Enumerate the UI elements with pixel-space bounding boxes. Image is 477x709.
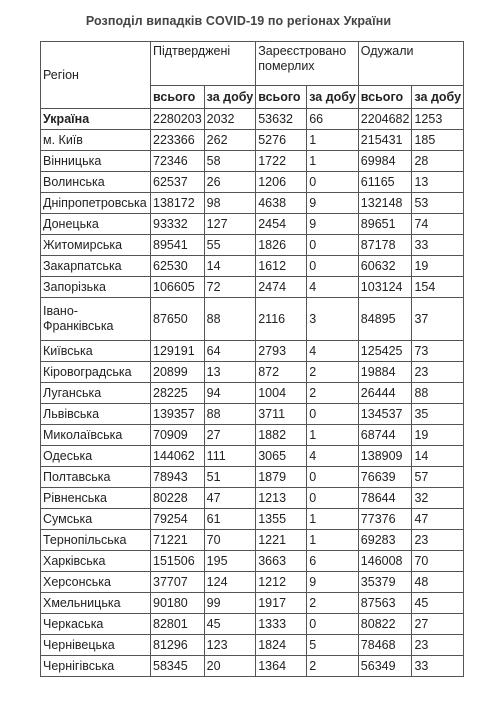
confirmed-daily-cell: 51 [204, 467, 256, 488]
region-cell: Київська [41, 341, 151, 362]
table-row [41, 614, 464, 635]
table-row [41, 298, 464, 341]
table-row [41, 425, 464, 446]
covid-regions-table [40, 41, 464, 677]
header-confirmed-daily: за добу [204, 86, 256, 109]
recovered-daily-cell: 32 [412, 488, 464, 509]
confirmed-total-cell: 62530 [151, 256, 205, 277]
table-row [41, 572, 464, 593]
confirmed-total-cell: 37707 [151, 572, 205, 593]
recovered-total-cell: 80822 [358, 614, 412, 635]
confirmed-daily-cell: 55 [204, 235, 256, 256]
confirmed-daily-cell: 27 [204, 425, 256, 446]
region-cell: Івано-Франківська [41, 298, 151, 341]
table-row [41, 341, 464, 362]
recovered-total-cell: 215431 [358, 130, 412, 151]
deaths-total-cell: 872 [256, 362, 307, 383]
deaths-total-cell: 1826 [256, 235, 307, 256]
confirmed-daily-cell: 124 [204, 572, 256, 593]
deaths-total-cell: 1221 [256, 530, 307, 551]
deaths-daily-cell: 5 [307, 635, 359, 656]
recovered-daily-cell: 57 [412, 467, 464, 488]
deaths-total-cell: 1879 [256, 467, 307, 488]
confirmed-total-cell: 62537 [151, 172, 205, 193]
region-cell: Волинська [41, 172, 151, 193]
recovered-daily-cell: 19 [412, 425, 464, 446]
region-cell: Тернопільська [41, 530, 151, 551]
confirmed-daily-cell: 127 [204, 214, 256, 235]
confirmed-daily-cell: 99 [204, 593, 256, 614]
region-cell: Україна [41, 109, 151, 130]
confirmed-daily-cell: 61 [204, 509, 256, 530]
recovered-total-cell: 78644 [358, 488, 412, 509]
confirmed-total-cell: 2280203 [151, 109, 205, 130]
recovered-total-cell: 61165 [358, 172, 412, 193]
table-row [41, 172, 464, 193]
deaths-total-cell: 1206 [256, 172, 307, 193]
region-cell: Луганська [41, 383, 151, 404]
recovered-total-cell: 76639 [358, 467, 412, 488]
confirmed-total-cell: 151506 [151, 551, 205, 572]
confirmed-total-cell: 144062 [151, 446, 205, 467]
deaths-daily-cell: 9 [307, 214, 359, 235]
table-row [41, 130, 464, 151]
confirmed-daily-cell: 14 [204, 256, 256, 277]
deaths-daily-cell: 66 [307, 109, 359, 130]
recovered-daily-cell: 185 [412, 130, 464, 151]
page-title: Розподіл випадків COVID-19 по регіонах України [85, 14, 392, 28]
confirmed-total-cell: 72346 [151, 151, 205, 172]
confirmed-total-cell: 20899 [151, 362, 205, 383]
confirmed-total-cell: 90180 [151, 593, 205, 614]
table-row [41, 362, 464, 383]
deaths-daily-cell: 9 [307, 193, 359, 214]
deaths-daily-cell: 0 [307, 404, 359, 425]
deaths-daily-cell: 0 [307, 256, 359, 277]
confirmed-daily-cell: 58 [204, 151, 256, 172]
recovered-total-cell: 69984 [358, 151, 412, 172]
deaths-total-cell: 1333 [256, 614, 307, 635]
header-recovered-daily: за добу [412, 86, 464, 109]
confirmed-total-cell: 106605 [151, 277, 205, 298]
deaths-total-cell: 1004 [256, 383, 307, 404]
deaths-total-cell: 1722 [256, 151, 307, 172]
deaths-daily-cell: 2 [307, 362, 359, 383]
recovered-daily-cell: 1253 [412, 109, 464, 130]
deaths-daily-cell: 1 [307, 425, 359, 446]
region-cell: Донецька [41, 214, 151, 235]
confirmed-total-cell: 139357 [151, 404, 205, 425]
region-cell: Миколаївська [41, 425, 151, 446]
deaths-daily-cell: 0 [307, 172, 359, 193]
region-cell: Житомирська [41, 235, 151, 256]
header-region: Регіон [41, 42, 151, 109]
table-row [41, 551, 464, 572]
confirmed-daily-cell: 47 [204, 488, 256, 509]
deaths-daily-cell: 0 [307, 467, 359, 488]
recovered-daily-cell: 23 [412, 530, 464, 551]
recovered-total-cell: 69283 [358, 530, 412, 551]
confirmed-daily-cell: 123 [204, 635, 256, 656]
confirmed-daily-cell: 111 [204, 446, 256, 467]
region-cell: Харківська [41, 551, 151, 572]
deaths-total-cell: 2793 [256, 341, 307, 362]
region-cell: Чернігівська [41, 656, 151, 677]
region-cell: Херсонська [41, 572, 151, 593]
region-cell: Черкаська [41, 614, 151, 635]
deaths-total-cell: 53632 [256, 109, 307, 130]
recovered-total-cell: 89651 [358, 214, 412, 235]
confirmed-daily-cell: 94 [204, 383, 256, 404]
deaths-total-cell: 1355 [256, 509, 307, 530]
deaths-daily-cell: 1 [307, 530, 359, 551]
recovered-daily-cell: 14 [412, 446, 464, 467]
recovered-daily-cell: 33 [412, 235, 464, 256]
table-row [41, 404, 464, 425]
recovered-daily-cell: 47 [412, 509, 464, 530]
table-row [41, 509, 464, 530]
recovered-total-cell: 103124 [358, 277, 412, 298]
recovered-total-cell: 146008 [358, 551, 412, 572]
deaths-total-cell: 2454 [256, 214, 307, 235]
header-row-groups [41, 42, 464, 86]
header-recovered: Одужали [358, 42, 463, 86]
confirmed-total-cell: 70909 [151, 425, 205, 446]
confirmed-daily-cell: 262 [204, 130, 256, 151]
deaths-total-cell: 3663 [256, 551, 307, 572]
deaths-total-cell: 3711 [256, 404, 307, 425]
deaths-total-cell: 1917 [256, 593, 307, 614]
recovered-total-cell: 19884 [358, 362, 412, 383]
deaths-daily-cell: 9 [307, 572, 359, 593]
recovered-total-cell: 68744 [358, 425, 412, 446]
recovered-daily-cell: 88 [412, 383, 464, 404]
recovered-daily-cell: 28 [412, 151, 464, 172]
deaths-total-cell: 1612 [256, 256, 307, 277]
confirmed-total-cell: 79254 [151, 509, 205, 530]
confirmed-total-cell: 58345 [151, 656, 205, 677]
recovered-daily-cell: 73 [412, 341, 464, 362]
table-row [41, 151, 464, 172]
confirmed-total-cell: 80228 [151, 488, 205, 509]
deaths-total-cell: 1824 [256, 635, 307, 656]
confirmed-daily-cell: 88 [204, 298, 256, 341]
confirmed-total-cell: 71221 [151, 530, 205, 551]
recovered-daily-cell: 74 [412, 214, 464, 235]
deaths-daily-cell: 2 [307, 656, 359, 677]
recovered-daily-cell: 13 [412, 172, 464, 193]
table-row [41, 256, 464, 277]
confirmed-daily-cell: 98 [204, 193, 256, 214]
recovered-daily-cell: 53 [412, 193, 464, 214]
deaths-daily-cell: 2 [307, 383, 359, 404]
deaths-daily-cell: 4 [307, 446, 359, 467]
region-cell: Одеська [41, 446, 151, 467]
region-cell: Сумська [41, 509, 151, 530]
deaths-daily-cell: 1 [307, 509, 359, 530]
header-recovered-total: всього [358, 86, 412, 109]
table-row [41, 488, 464, 509]
deaths-total-cell: 2474 [256, 277, 307, 298]
recovered-daily-cell: 70 [412, 551, 464, 572]
region-cell: Хмельницька [41, 593, 151, 614]
confirmed-total-cell: 138172 [151, 193, 205, 214]
confirmed-daily-cell: 72 [204, 277, 256, 298]
deaths-total-cell: 4638 [256, 193, 307, 214]
recovered-total-cell: 132148 [358, 193, 412, 214]
table-row [41, 593, 464, 614]
recovered-total-cell: 78468 [358, 635, 412, 656]
confirmed-total-cell: 81296 [151, 635, 205, 656]
region-cell: Львівська [41, 404, 151, 425]
recovered-daily-cell: 27 [412, 614, 464, 635]
deaths-daily-cell: 4 [307, 341, 359, 362]
table-row [41, 656, 464, 677]
recovered-total-cell: 77376 [358, 509, 412, 530]
deaths-total-cell: 3065 [256, 446, 307, 467]
region-cell: Вінницька [41, 151, 151, 172]
recovered-daily-cell: 35 [412, 404, 464, 425]
recovered-total-cell: 2204682 [358, 109, 412, 130]
recovered-total-cell: 134537 [358, 404, 412, 425]
region-cell: Чернівецька [41, 635, 151, 656]
region-cell: м. Київ [41, 130, 151, 151]
deaths-daily-cell: 0 [307, 235, 359, 256]
header-deaths-total: всього [256, 86, 307, 109]
table-row [41, 235, 464, 256]
recovered-daily-cell: 45 [412, 593, 464, 614]
confirmed-total-cell: 89541 [151, 235, 205, 256]
header-deaths-daily: за добу [307, 86, 359, 109]
confirmed-daily-cell: 88 [204, 404, 256, 425]
region-cell: Рівненська [41, 488, 151, 509]
recovered-daily-cell: 154 [412, 277, 464, 298]
region-cell: Закарпатська [41, 256, 151, 277]
recovered-total-cell: 87563 [358, 593, 412, 614]
confirmed-total-cell: 78943 [151, 467, 205, 488]
header-confirmed: Підтверджені [151, 42, 256, 86]
deaths-total-cell: 2116 [256, 298, 307, 341]
table-row [41, 277, 464, 298]
region-cell: Запорізька [41, 277, 151, 298]
deaths-daily-cell: 1 [307, 151, 359, 172]
deaths-total-cell: 1364 [256, 656, 307, 677]
table-row [41, 109, 464, 130]
recovered-total-cell: 138909 [358, 446, 412, 467]
deaths-total-cell: 5276 [256, 130, 307, 151]
table-row [41, 193, 464, 214]
deaths-daily-cell: 2 [307, 593, 359, 614]
confirmed-daily-cell: 64 [204, 341, 256, 362]
table-row [41, 635, 464, 656]
recovered-total-cell: 84895 [358, 298, 412, 341]
table-row [41, 214, 464, 235]
confirmed-daily-cell: 2032 [204, 109, 256, 130]
confirmed-daily-cell: 45 [204, 614, 256, 635]
recovered-total-cell: 26444 [358, 383, 412, 404]
confirmed-daily-cell: 70 [204, 530, 256, 551]
deaths-total-cell: 1882 [256, 425, 307, 446]
table-row [41, 467, 464, 488]
deaths-daily-cell: 4 [307, 277, 359, 298]
confirmed-daily-cell: 13 [204, 362, 256, 383]
recovered-daily-cell: 33 [412, 656, 464, 677]
deaths-daily-cell: 6 [307, 551, 359, 572]
recovered-total-cell: 87178 [358, 235, 412, 256]
table-row [41, 530, 464, 551]
confirmed-total-cell: 87650 [151, 298, 205, 341]
recovered-daily-cell: 37 [412, 298, 464, 341]
confirmed-total-cell: 82801 [151, 614, 205, 635]
table-row [41, 383, 464, 404]
recovered-total-cell: 56349 [358, 656, 412, 677]
region-cell: Кіровоградська [41, 362, 151, 383]
confirmed-daily-cell: 26 [204, 172, 256, 193]
recovered-daily-cell: 48 [412, 572, 464, 593]
deaths-daily-cell: 0 [307, 488, 359, 509]
recovered-daily-cell: 19 [412, 256, 464, 277]
confirmed-total-cell: 28225 [151, 383, 205, 404]
confirmed-daily-cell: 20 [204, 656, 256, 677]
region-cell: Дніпропетровська [41, 193, 151, 214]
confirmed-total-cell: 223366 [151, 130, 205, 151]
deaths-daily-cell: 0 [307, 614, 359, 635]
table-row [41, 446, 464, 467]
deaths-total-cell: 1213 [256, 488, 307, 509]
recovered-total-cell: 60632 [358, 256, 412, 277]
header-deaths: Зареєстровано померлих [256, 42, 359, 86]
deaths-total-cell: 1212 [256, 572, 307, 593]
recovered-daily-cell: 23 [412, 635, 464, 656]
deaths-daily-cell: 3 [307, 298, 359, 341]
recovered-total-cell: 35379 [358, 572, 412, 593]
confirmed-total-cell: 129191 [151, 341, 205, 362]
confirmed-daily-cell: 195 [204, 551, 256, 572]
deaths-daily-cell: 1 [307, 130, 359, 151]
recovered-total-cell: 125425 [358, 341, 412, 362]
region-cell: Полтавська [41, 467, 151, 488]
confirmed-total-cell: 93332 [151, 214, 205, 235]
recovered-daily-cell: 23 [412, 362, 464, 383]
header-confirmed-total: всього [151, 86, 205, 109]
